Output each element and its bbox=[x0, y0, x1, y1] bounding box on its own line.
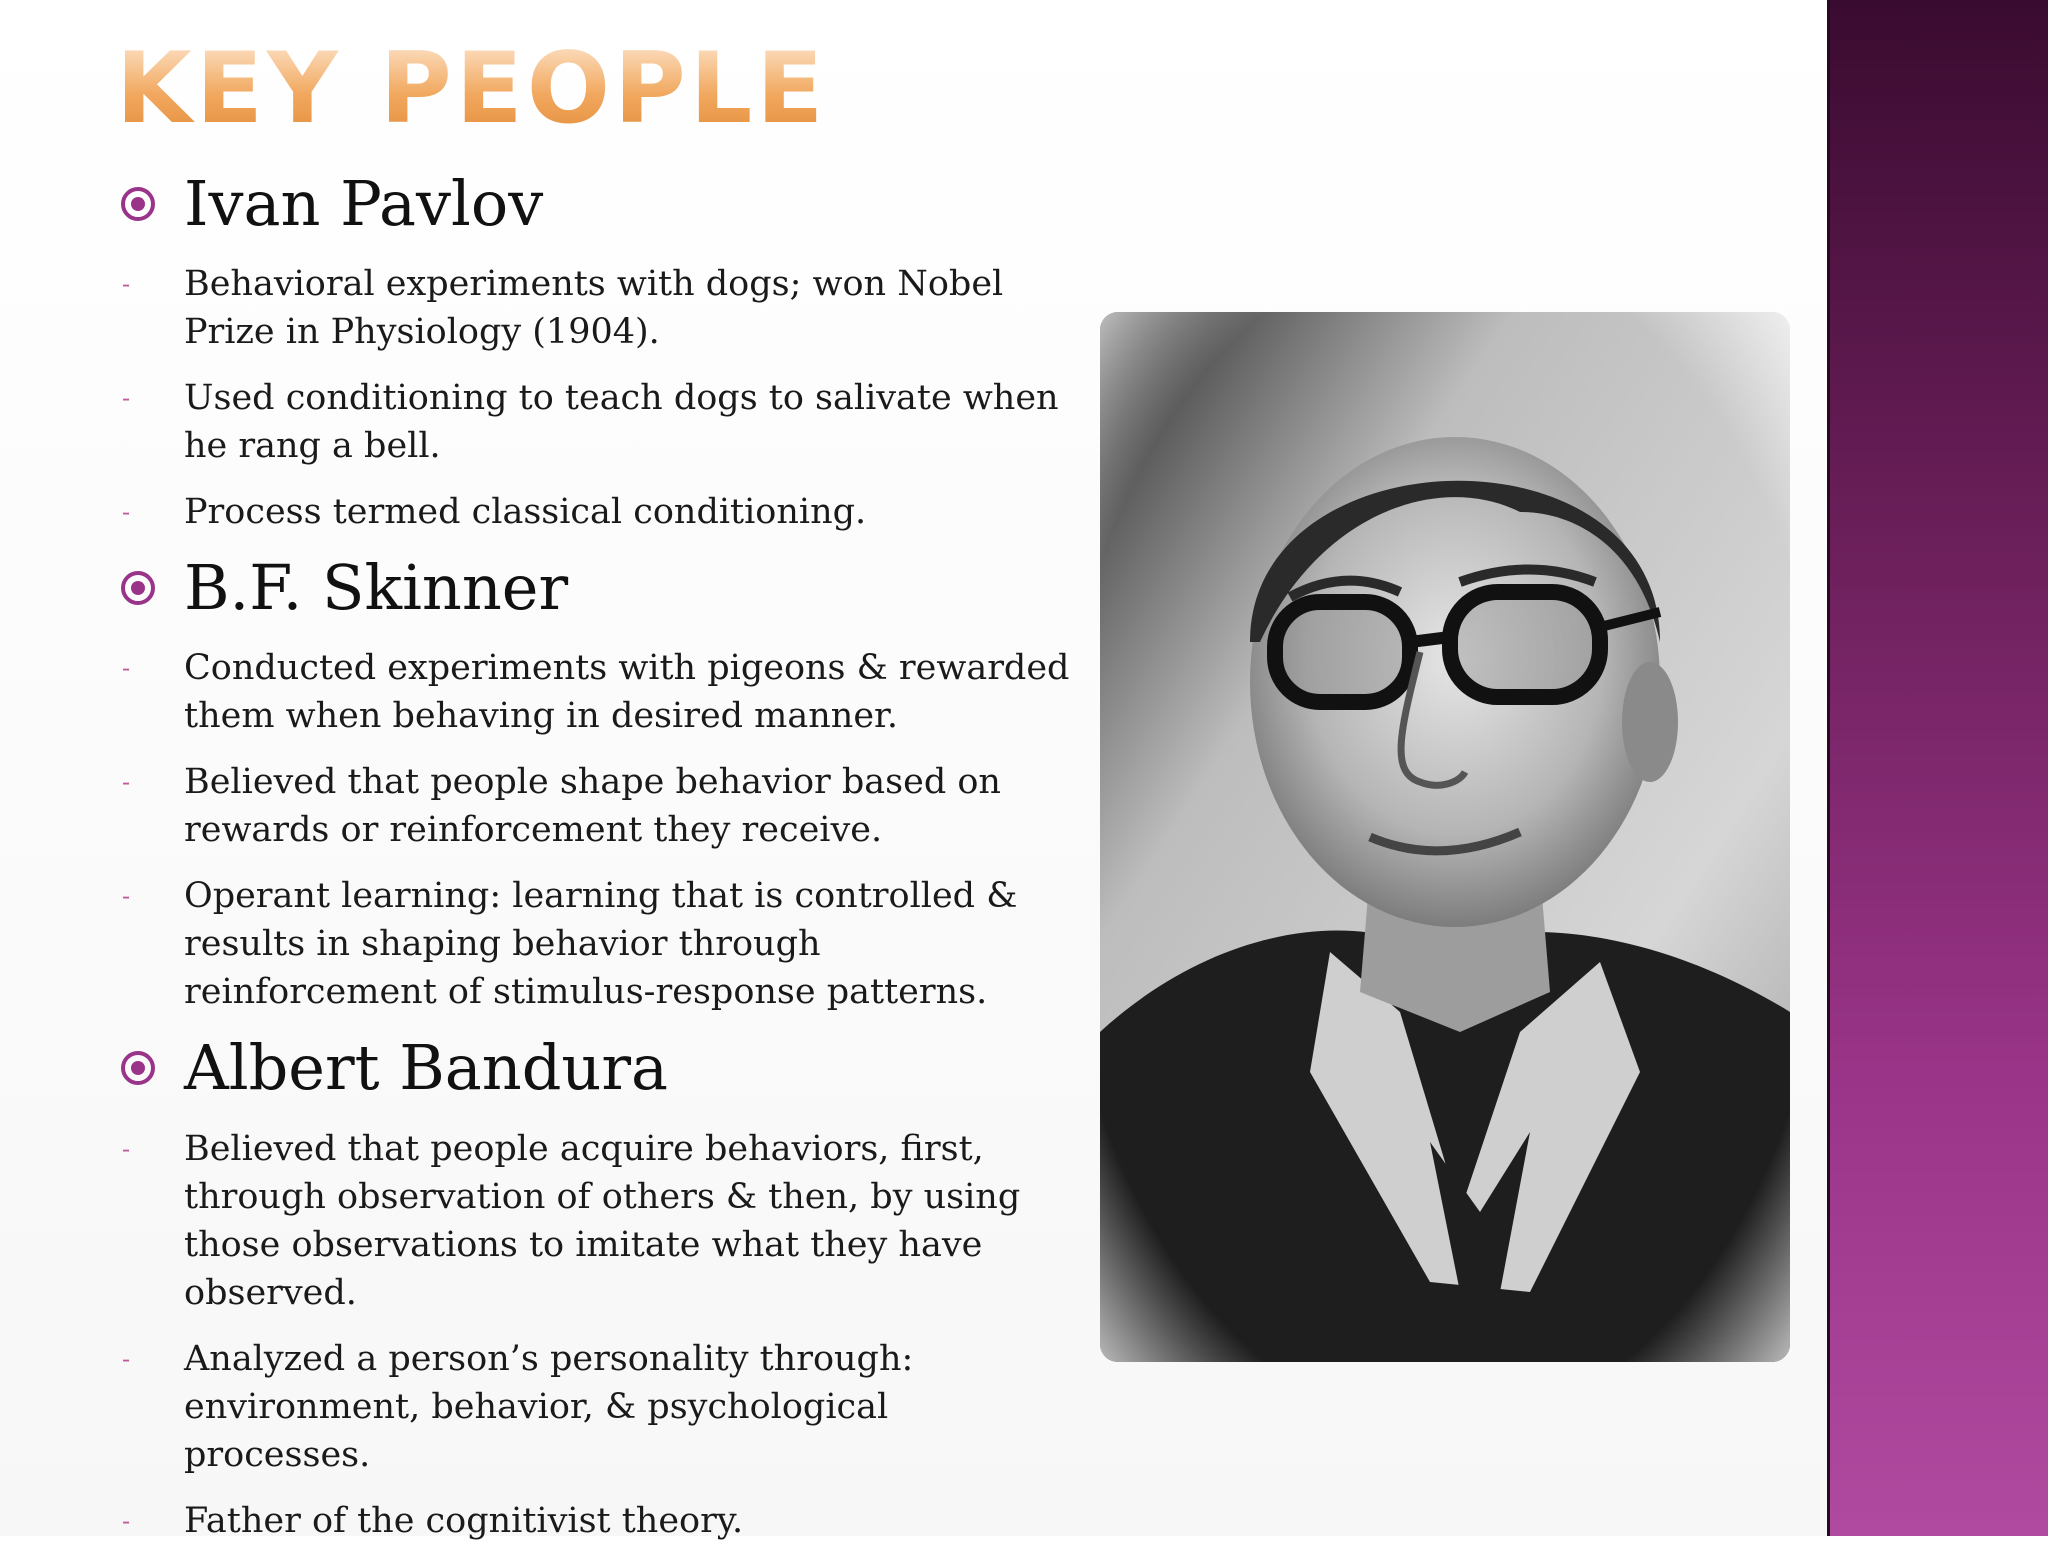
person-section-skinner bbox=[118, 551, 1078, 1016]
people-list bbox=[118, 167, 1078, 1563]
list-item bbox=[118, 488, 1078, 536]
circle-bullet-icon bbox=[118, 1048, 158, 1088]
dash-bullet: - bbox=[122, 498, 131, 527]
item-text: Operant learning: learning that is controlled & results in shaping behavior through reinforcement of stimulus-response patterns. bbox=[184, 876, 1018, 1013]
circle-bullet-icon bbox=[118, 184, 158, 224]
dash-bullet: - bbox=[122, 1506, 131, 1535]
person-name: B.F. Skinner bbox=[184, 551, 569, 625]
portrait-photo bbox=[1100, 312, 1790, 1362]
item-text: Believed that people shape behavior based on rewards or reinforcement they receive. bbox=[184, 762, 1001, 851]
person-heading bbox=[118, 551, 1078, 625]
item-text: Process termed classical conditioning. bbox=[184, 492, 867, 533]
person-section-pavlov bbox=[118, 167, 1078, 536]
list-item bbox=[118, 644, 1078, 740]
list-item bbox=[118, 1125, 1078, 1317]
list-item bbox=[118, 758, 1078, 854]
list-item bbox=[118, 1497, 1078, 1545]
person-name: Ivan Pavlov bbox=[184, 167, 544, 240]
person-heading bbox=[118, 1031, 1078, 1105]
item-text: Behavioral experiments with dogs; won Nobel Prize in Physiology (1904). bbox=[184, 264, 1004, 353]
list-item bbox=[118, 260, 1078, 356]
portrait-illustration bbox=[1100, 312, 1790, 1362]
circle-bullet-icon bbox=[118, 568, 158, 608]
dash-bullet: - bbox=[122, 1134, 131, 1163]
slide-title: KEY PEOPLE bbox=[116, 32, 828, 146]
person-name: Albert Bandura bbox=[184, 1031, 668, 1105]
list-item bbox=[118, 1335, 1078, 1479]
item-text: Used conditioning to teach dogs to salivate when he rang a bell. bbox=[184, 378, 1059, 467]
person-section-bandura bbox=[118, 1031, 1078, 1544]
dash-bullet: - bbox=[122, 654, 131, 683]
person-heading bbox=[118, 167, 1078, 240]
list-item bbox=[118, 374, 1078, 470]
dash-bullet: - bbox=[122, 768, 131, 797]
list-item bbox=[118, 872, 1078, 1016]
dash-bullet: - bbox=[122, 384, 131, 413]
dash-bullet: - bbox=[122, 1344, 131, 1373]
dash-bullet: - bbox=[122, 882, 131, 911]
item-text: Believed that people acquire behaviors, first, through observation of others & then, by using those observations to imitate what they have observed. bbox=[184, 1128, 1021, 1313]
dash-bullet: - bbox=[122, 270, 131, 299]
item-text: Analyzed a person’s personality through: environment, behavior, & psychological processes. bbox=[184, 1338, 914, 1475]
item-text: Conducted experiments with pigeons & rewarded them when behaving in desired manner. bbox=[184, 648, 1070, 737]
decorative-side-band bbox=[1827, 0, 2048, 1536]
item-text: Father of the cognitivist theory. bbox=[184, 1500, 744, 1541]
